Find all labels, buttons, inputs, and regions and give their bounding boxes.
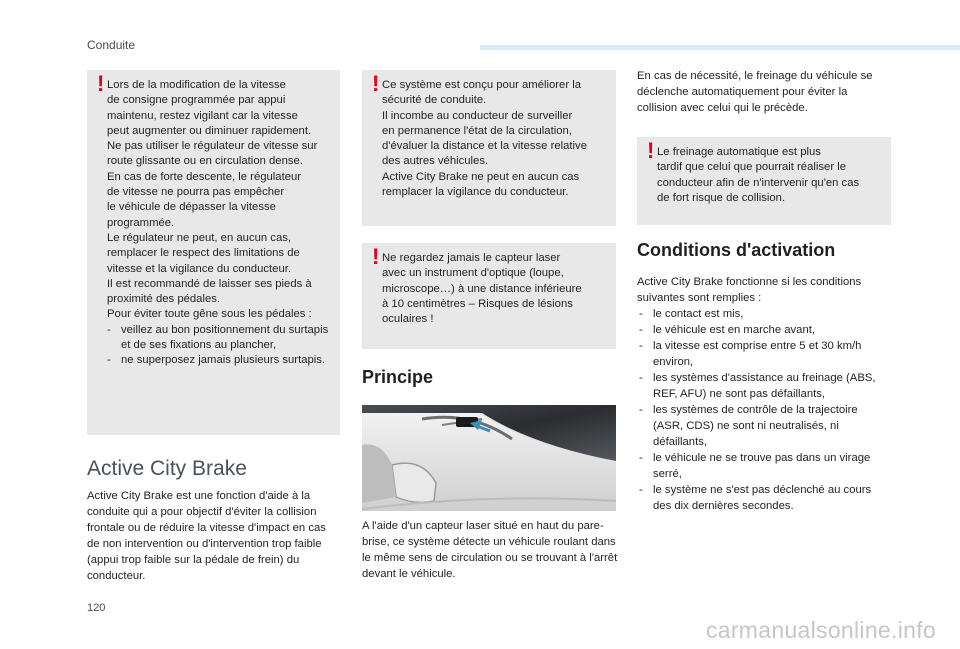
list-item: - ne superposez jamais plusieurs surtapis. <box>107 353 334 368</box>
warning-line: maintenu, restez vigilant car la vitesse <box>107 109 298 122</box>
warning-line: microscope…) à une distance inférieure <box>382 282 582 295</box>
warning-line: tardif que celui que pourrait réaliser le <box>657 161 847 174</box>
list-item: - la vitesse est comprise entre 5 et 30 km/h environ, <box>637 338 887 370</box>
warning-line: oculaires ! <box>382 313 434 326</box>
warning-line: Le freinage automatique est plus <box>657 146 821 158</box>
list-item: - veillez au bon positionnement du surtapis et de ses fixations au plancher, <box>107 323 334 354</box>
list-item: - le système ne s'est pas déclenché au cours des dix dernières secondes. <box>637 482 887 514</box>
warning-text <box>657 145 885 206</box>
warning-line: de consigne programmée par appui <box>107 94 286 107</box>
warning-line: Lors de la modification de la vitesse <box>107 79 286 91</box>
warning-icon: ! <box>647 138 655 163</box>
conditions-intro-line: Active City Brake fonctionne si les conditions <box>637 276 862 288</box>
warning-box-cruise-control <box>87 70 340 435</box>
list-item: - le véhicule est en marche avant, <box>637 322 887 338</box>
section-title-conditions: Conditions d'activation <box>637 240 836 260</box>
warning-line: remplacer la vigilance du conducteur. <box>382 186 569 199</box>
list-item: - le véhicule ne se trouve pas dans un virage serré, <box>637 450 887 482</box>
principe-caption: A l'aide d'un capteur laser situé en haut du pare-brise, ce système détecte un véhicule roulant dans le même sens de circulation ou se trouvant à l'arrêt devant le véhicule. <box>362 520 618 580</box>
intro-paragraph: Active City Brake est une fonction d'aide à la conduite qui a pour objectif d'éviter la collision frontale ou de réduire la vitesse d'impact en cas de non intervention ou d'intervention trop faible (appui trop faible sur la pédale de frein) du conducteur. <box>87 490 326 582</box>
warning-line: le véhicule de dépasser la vitesse <box>107 201 276 214</box>
watermark: carmanualsonline.info <box>705 617 936 643</box>
warning-line: de vitesse ne pourra pas empêcher <box>107 186 285 199</box>
warning-line: de fort risque de collision. <box>657 191 786 204</box>
warning-line: Ne pas utiliser le régulateur de vitesse sur <box>107 140 318 153</box>
warning-line: programmée. <box>107 216 175 229</box>
col3-intro-paragraph: En cas de nécessité, le freinage du véhicule se déclenche automatiquement pour éviter la collision avec celui qui le précède. <box>637 70 873 114</box>
section-title-principe: Principe <box>362 367 434 387</box>
header-section-label: Conduite <box>87 38 136 52</box>
warning-line: avec un instrument d'optique (loupe, <box>382 267 564 280</box>
warning-line: sécurité de conduite. <box>382 94 487 107</box>
conditions-list <box>637 306 887 514</box>
warning-icon: ! <box>372 244 380 269</box>
page-number: 120 <box>87 602 106 614</box>
warning-text <box>107 78 334 369</box>
conditions-intro-line: suivantes sont remplies : <box>637 292 762 304</box>
warning-line: Ne regardez jamais le capteur laser <box>382 252 561 264</box>
warning-line: remplacer le respect des limitations de <box>107 247 300 260</box>
warning-line: Il incombe au conducteur de surveiller <box>382 109 573 122</box>
warning-box-laser <box>362 243 616 349</box>
warning-bullet-list <box>107 323 334 369</box>
warning-box-auto-braking <box>637 137 891 225</box>
warning-line: peut augmenter ou diminuer rapidement. <box>107 124 312 137</box>
warning-line: d'évaluer la distance et la vitesse relative <box>382 140 587 153</box>
warning-line: vitesse et la vigilance du conducteur. <box>107 262 291 275</box>
windshield-illustration <box>362 405 616 511</box>
header-accent-bar <box>480 45 960 50</box>
warning-box-system-safety <box>362 70 616 226</box>
warning-line: à 10 centimètres – Risques de lésions <box>382 297 573 310</box>
warning-line: Il est recommandé de laisser ses pieds à <box>107 277 312 290</box>
warning-icon: ! <box>372 71 380 96</box>
warning-text <box>382 251 610 327</box>
warning-line: en permanence l'état de la circulation, <box>382 124 572 137</box>
windshield-sensor-photo <box>362 405 616 511</box>
conditions-block <box>637 274 887 514</box>
warning-line: En cas de forte descente, le régulateur <box>107 170 302 183</box>
warning-line: route glissante ou en circulation dense. <box>107 155 303 168</box>
list-item: - les systèmes d'assistance au freinage (ABS, REF, AFU) ne sont pas défaillants, <box>637 370 887 402</box>
section-title-active-city-brake: Active City Brake <box>87 457 247 480</box>
warning-icon: ! <box>97 71 105 96</box>
warning-line: Le régulateur ne peut, en aucun cas, <box>107 231 292 244</box>
warning-line: Ce système est conçu pour améliorer la <box>382 79 582 91</box>
warning-line: conducteur afin de n'intervenir qu'en cas <box>657 176 860 189</box>
warning-line: des autres véhicules. <box>382 155 489 168</box>
list-item: - les systèmes de contrôle de la trajectoire (ASR, CDS) ne sont ni neutralisés, ni défaillants, <box>637 402 887 450</box>
warning-line: Active City Brake ne peut en aucun cas <box>382 170 580 183</box>
list-item: - le contact est mis, <box>637 306 887 322</box>
warning-line: Pour éviter toute gêne sous les pédales : <box>107 308 312 321</box>
warning-text <box>382 78 610 200</box>
warning-line: proximité des pédales. <box>107 293 221 306</box>
